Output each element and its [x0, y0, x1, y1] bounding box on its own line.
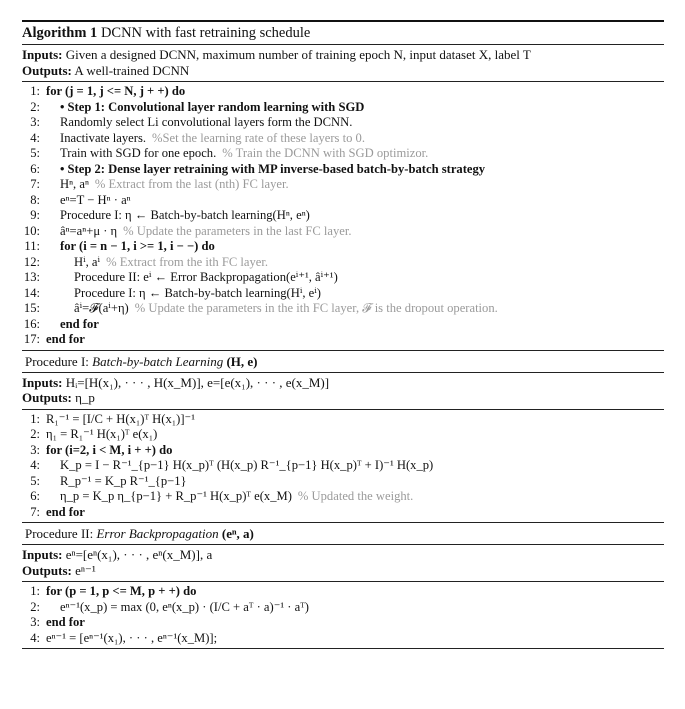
line-code: Procedure II: eⁱ ← Error Backpropagation(eⁱ⁺¹, âⁱ⁺¹): [74, 270, 338, 284]
line-comment: % Extract from the ith FC layer.: [106, 254, 268, 269]
line-code: Procedure I: η ← Batch-by-batch learning(Hⁿ, eⁿ): [60, 208, 310, 222]
procedure1-io: [22, 373, 664, 409]
line-number: 1:: [30, 84, 40, 98]
line-code: η_p = K_p η_{p−1} + R_p⁻¹ H(x_p)ᵀ e(x_M): [60, 489, 292, 503]
line-code: Train with SGD for one epoch.: [60, 146, 217, 160]
line-code: Inactivate layers.: [60, 130, 147, 145]
algorithm-line: [22, 193, 664, 209]
line-code: • Step 1: Convolutional layer random learning with SGD: [60, 99, 365, 114]
line-comment: % Train the DCNN with SGD optimizor.: [222, 146, 429, 160]
line-comment: % Extract from the last (nth) FC layer.: [94, 177, 289, 191]
algorithm-document: [22, 20, 664, 649]
algorithm-line: [22, 317, 664, 333]
line-number: 3:: [30, 615, 40, 629]
procedure1-line: [22, 412, 664, 428]
procedure2-line: [22, 584, 664, 600]
line-code: end for: [46, 504, 85, 519]
procedure1-line: [22, 458, 664, 474]
line-code: eⁿ=T − Hⁿ · aⁿ: [60, 192, 131, 207]
procedure1-args: (H, e): [226, 353, 258, 369]
line-code: for (p = 1, p <= M, p + +) do: [46, 584, 197, 598]
line-code: end for: [60, 316, 99, 331]
line-number: 7:: [30, 504, 40, 519]
inputs-text: Given a designed DCNN, maximum number of training epoch N, input dataset X, label T: [65, 47, 531, 62]
algorithm-io: [22, 45, 664, 81]
algorithm-line: [22, 239, 664, 255]
line-number: 10:: [23, 223, 40, 238]
line-code: • Step 2: Dense layer retraining with MP inverse-based batch-by-batch strategy: [60, 161, 486, 176]
procedure2-args: (eⁿ, a): [221, 526, 254, 541]
algorithm-line: [22, 255, 664, 271]
line-number: 14:: [23, 285, 40, 300]
line-code: R₁⁻¹ = [I/C + H(x₁)ᵀ H(x₁)]⁻¹: [46, 411, 195, 426]
outputs-label: Outputs:: [22, 62, 72, 78]
line-comment: %Set the learning rate of these layers to 0.: [152, 130, 365, 145]
procedure1-inputs-label: Inputs:: [22, 374, 63, 390]
line-code: Hⁿ, aⁿ: [60, 177, 89, 191]
procedure2-io: [22, 545, 664, 581]
line-number: 6:: [30, 161, 40, 176]
line-number: 5:: [30, 473, 40, 488]
line-number: 4:: [30, 458, 40, 472]
procedure1-outputs-label: Outputs:: [22, 390, 72, 405]
line-number: 2:: [30, 99, 40, 114]
line-code: K_p = I − R⁻¹_{p−1} H(x_p)ᵀ (H(x_p) R⁻¹_{p−1} H(x_p)ᵀ + I)⁻¹ H(x_p): [60, 458, 434, 472]
line-code: Hⁱ, aⁱ: [74, 254, 101, 269]
procedure1-line: [22, 489, 664, 505]
procedure1-line: [22, 443, 664, 459]
line-number: 16:: [23, 316, 40, 331]
line-number: 7:: [30, 177, 40, 191]
line-number: 6:: [30, 489, 40, 503]
line-code: Randomly select Li convolutional layers form the DCNN.: [60, 115, 353, 129]
algorithm-line: [22, 301, 664, 317]
line-number: 4:: [30, 630, 40, 645]
procedure2-inputs-label: Inputs:: [22, 547, 63, 562]
procedure2-line: [22, 615, 664, 631]
procedure2-end-rule: [22, 648, 664, 649]
line-code: for (i = n − 1, i >= 1, i − −) do: [60, 239, 215, 253]
line-code: for (i=2, i < M, i + +) do: [46, 442, 173, 457]
line-number: 3:: [30, 115, 40, 129]
outputs-text: A well-trained DCNN: [74, 62, 190, 78]
algorithm-line: [22, 115, 664, 131]
procedure2-line: [22, 600, 664, 616]
line-number: 1:: [30, 584, 40, 598]
line-number: 13:: [23, 270, 40, 284]
line-number: 15:: [23, 301, 40, 315]
line-number: 4:: [30, 130, 40, 145]
algorithm-label: Algorithm 1: [22, 25, 98, 41]
procedure1-name: Batch-by-batch Learning: [92, 353, 224, 369]
algorithm-line: [22, 84, 664, 100]
line-number: 1:: [30, 411, 40, 426]
algorithm-line: [22, 100, 664, 116]
line-number: 3:: [30, 442, 40, 457]
line-code: âⁿ=aⁿ+μ · η: [60, 223, 118, 238]
line-comment: % Update the parameters in the last FC layer.: [123, 223, 352, 238]
procedure1-line: [22, 427, 664, 443]
procedure1-prefix: Procedure I:: [25, 353, 89, 369]
line-comment: % Update the parameters in the ith FC layer, 𝓕 is the dropout operation.: [134, 301, 498, 315]
algorithm-line: [22, 162, 664, 178]
procedure2-outputs-label: Outputs:: [22, 562, 72, 578]
procedure2-lines: [22, 582, 664, 648]
algorithm-line: [22, 332, 664, 348]
inputs-label: Inputs:: [22, 47, 63, 62]
algorithm-line: [22, 208, 664, 224]
line-number: 5:: [30, 146, 40, 160]
procedure1-inputs-text: Hᵢ=[H(x₁), · · · , H(x_M)], e=[e(x₁), · · · , e(x_M)]: [65, 374, 330, 390]
algorithm-title-text: DCNN with fast retraining schedule: [100, 25, 311, 41]
line-number: 12:: [23, 254, 40, 269]
line-code: âⁱ=𝓕(aⁱ+η): [74, 301, 129, 315]
algorithm-line: [22, 286, 664, 302]
algorithm-line: [22, 146, 664, 162]
line-code: end for: [46, 332, 85, 346]
algorithm-line: [22, 131, 664, 147]
procedure2-prefix: Procedure II:: [25, 526, 94, 541]
line-code: η₁ = R₁⁻¹ H(x₁)ᵀ e(x₁): [46, 427, 158, 441]
line-comment: % Updated the weight.: [297, 489, 414, 503]
line-number: 8:: [30, 192, 40, 207]
procedure2-name: Error Backpropagation: [96, 526, 219, 541]
line-code: end for: [46, 615, 85, 629]
procedure2-title: [22, 523, 664, 544]
line-code: eⁿ⁻¹(x_p) = max (0, eⁿ(x_p) · (I/C + aᵀ · a)⁻¹ · aᵀ): [60, 599, 309, 614]
algorithm-line: [22, 270, 664, 286]
line-code: Procedure I: η ← Batch-by-batch learning(Hⁱ, eⁱ): [74, 285, 321, 300]
line-number: 2:: [30, 427, 40, 441]
procedure2-inputs-text: eⁿ=[eⁿ(x₁), · · · , eⁿ(x_M)], a: [65, 547, 213, 562]
line-number: 9:: [30, 208, 40, 222]
procedure1-line: [22, 505, 664, 521]
procedure2-line: [22, 631, 664, 647]
line-code: R_p⁻¹ = K_p R⁻¹_{p−1}: [60, 473, 187, 488]
line-code: for (j = 1, j <= N, j + +) do: [46, 84, 186, 98]
algorithm-lines: [22, 82, 664, 350]
procedure1-line: [22, 474, 664, 490]
algorithm-line: [22, 224, 664, 240]
line-number: 2:: [30, 599, 40, 614]
procedure2-outputs-text: eⁿ⁻¹: [75, 562, 96, 578]
procedure1-outputs-text: η_p: [75, 390, 95, 405]
procedure1-lines: [22, 410, 664, 523]
line-code: eⁿ⁻¹ = [eⁿ⁻¹(x₁), · · · , eⁿ⁻¹(x_M)];: [46, 630, 218, 645]
algorithm-line: [22, 177, 664, 193]
algorithm-title: [22, 22, 664, 44]
procedure1-title: [22, 351, 664, 372]
line-number: 11:: [24, 239, 40, 253]
line-number: 17:: [23, 332, 40, 346]
